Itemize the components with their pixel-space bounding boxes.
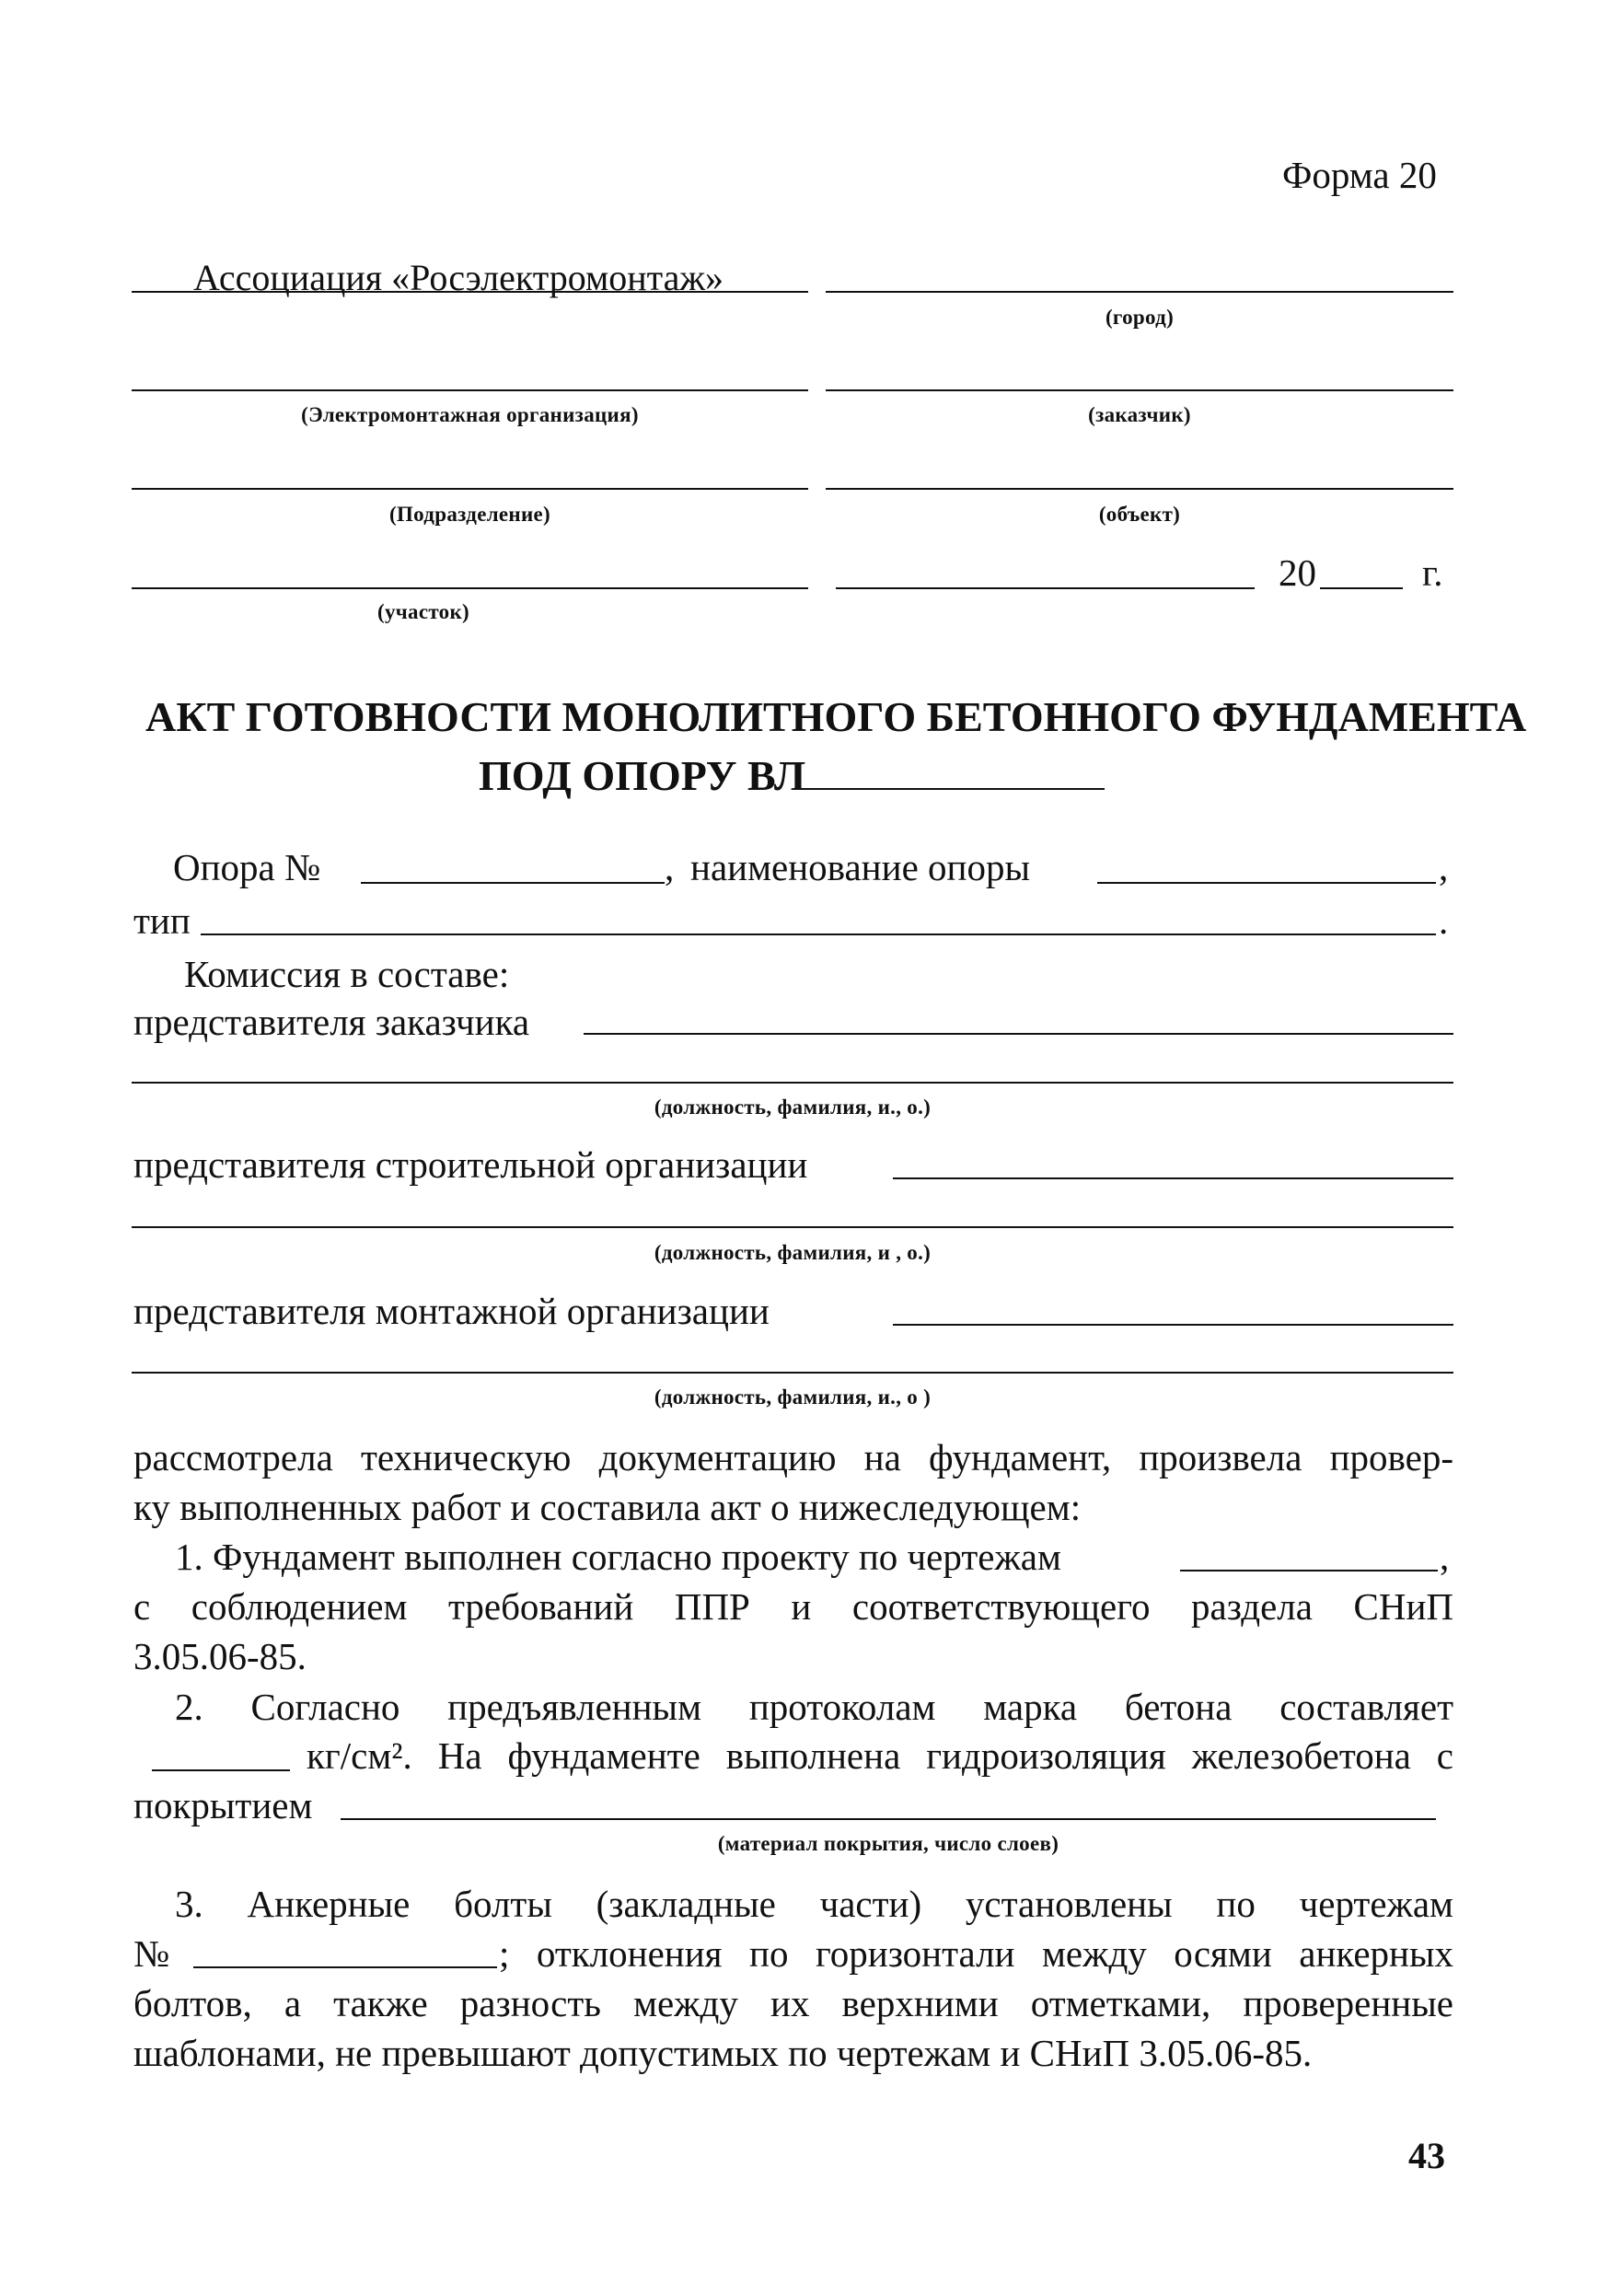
electro-org-line bbox=[132, 389, 808, 391]
form-number: Форма 20 bbox=[1282, 154, 1437, 196]
support-number-line bbox=[361, 882, 665, 884]
assembly-rep-line bbox=[893, 1324, 1453, 1326]
city-caption: (город) bbox=[1105, 306, 1175, 329]
construction-rep-label: представителя строительной организации bbox=[133, 1143, 808, 1186]
item-1-comma: , bbox=[1440, 1536, 1450, 1578]
support-name-label: наименование опоры bbox=[690, 846, 1030, 888]
coating-line bbox=[341, 1818, 1436, 1820]
section-line bbox=[132, 587, 808, 589]
support-type-period: . bbox=[1439, 899, 1449, 942]
item-2-line-3: покрытием bbox=[133, 1784, 313, 1826]
customer-rep-line bbox=[584, 1033, 1453, 1035]
object-caption: (объект) bbox=[1098, 503, 1181, 526]
commission-label: Комиссия в составе: bbox=[184, 953, 510, 995]
support-type-label: тип bbox=[133, 899, 191, 942]
organization-line bbox=[132, 291, 808, 293]
year-line bbox=[1320, 587, 1403, 589]
item-2-line-1: 2. Согласно предъявленным протоколам марка бетона составляет bbox=[175, 1686, 1453, 1728]
section-caption: (участок) bbox=[377, 600, 469, 623]
intro-line-1: рассмотрела техническую документацию на фундамент, произвела провер- bbox=[133, 1436, 1453, 1478]
item-1-line-3: 3.05.06-85. bbox=[133, 1635, 307, 1677]
subdivision-caption: (Подразделение) bbox=[389, 503, 550, 526]
support-comma-2: , bbox=[1439, 846, 1449, 888]
construction-rep-line bbox=[893, 1177, 1453, 1179]
support-number-label: Опора № bbox=[173, 846, 321, 888]
organization-value: Ассоциация «Росэлектромонтаж» bbox=[193, 257, 724, 298]
support-name-line bbox=[1097, 882, 1436, 884]
coating-caption: (материал покрытия, число слоев) bbox=[717, 1832, 1059, 1855]
item-3-line-2: ; отклонения по горизонтали между осями анкерных bbox=[499, 1932, 1453, 1975]
vl-line bbox=[793, 788, 1105, 790]
support-type-line bbox=[201, 933, 1436, 935]
page-number: 43 bbox=[1408, 2135, 1445, 2176]
construction-rep-line-2 bbox=[132, 1226, 1453, 1228]
item-3-number-sign: № bbox=[133, 1932, 170, 1975]
customer-rep-label: представителя заказчика bbox=[133, 1001, 530, 1043]
electro-org-caption: (Электромонтажная организация) bbox=[301, 403, 639, 426]
document-title-line2: ПОД ОПОРУ ВЛ bbox=[479, 752, 806, 799]
support-comma-1: , bbox=[665, 846, 675, 888]
item-3-line-4: шаблонами, не превышают допустимых по чертежам и СНиП 3.05.06-85. bbox=[133, 2032, 1313, 2074]
intro-line-2: ку выполненных работ и составила акт о нижеследующем: bbox=[133, 1486, 1082, 1528]
year-suffix: г. bbox=[1422, 551, 1443, 594]
item-1-drawings-line bbox=[1180, 1570, 1438, 1571]
item-3-line-3: болтов, а также разность между их верхними отметками, проверенные bbox=[133, 1982, 1453, 2024]
document-title-line1: АКТ ГОТОВНОСТИ МОНОЛИТНОГО БЕТОННОГО ФУНДАМЕНТА bbox=[145, 693, 1527, 740]
item-3-line-1: 3. Анкерные болты (закладные части) установлены по чертежам bbox=[175, 1883, 1453, 1925]
city-line bbox=[826, 291, 1453, 293]
date-line bbox=[836, 587, 1255, 589]
year-prefix: 20 bbox=[1279, 551, 1316, 594]
customer-rep-caption: (должность, фамилия, и., о.) bbox=[654, 1096, 932, 1119]
item-1-line-2: с соблюдением требований ППР и соответствующего раздела СНиП bbox=[133, 1585, 1453, 1628]
item-2-line-2: кг/см². На фундаменте выполнена гидроизоляция железобетона с bbox=[307, 1734, 1453, 1777]
assembly-rep-caption: (должность, фамилия, и., о ) bbox=[654, 1386, 932, 1409]
customer-rep-line-2 bbox=[132, 1082, 1453, 1084]
customer-line bbox=[826, 389, 1453, 391]
customer-caption: (заказчик) bbox=[1088, 403, 1191, 426]
assembly-rep-label: представителя монтажной организации bbox=[133, 1290, 770, 1332]
subdivision-line bbox=[132, 488, 808, 490]
item-3-drawings-line bbox=[193, 1966, 497, 1968]
construction-rep-caption: (должность, фамилия, и , о.) bbox=[654, 1241, 932, 1264]
item-1-line-1: 1. Фундамент выполнен согласно проекту по чертежам bbox=[175, 1536, 1061, 1578]
concrete-grade-line bbox=[152, 1769, 290, 1771]
assembly-rep-line-2 bbox=[132, 1372, 1453, 1374]
object-line bbox=[826, 488, 1453, 490]
